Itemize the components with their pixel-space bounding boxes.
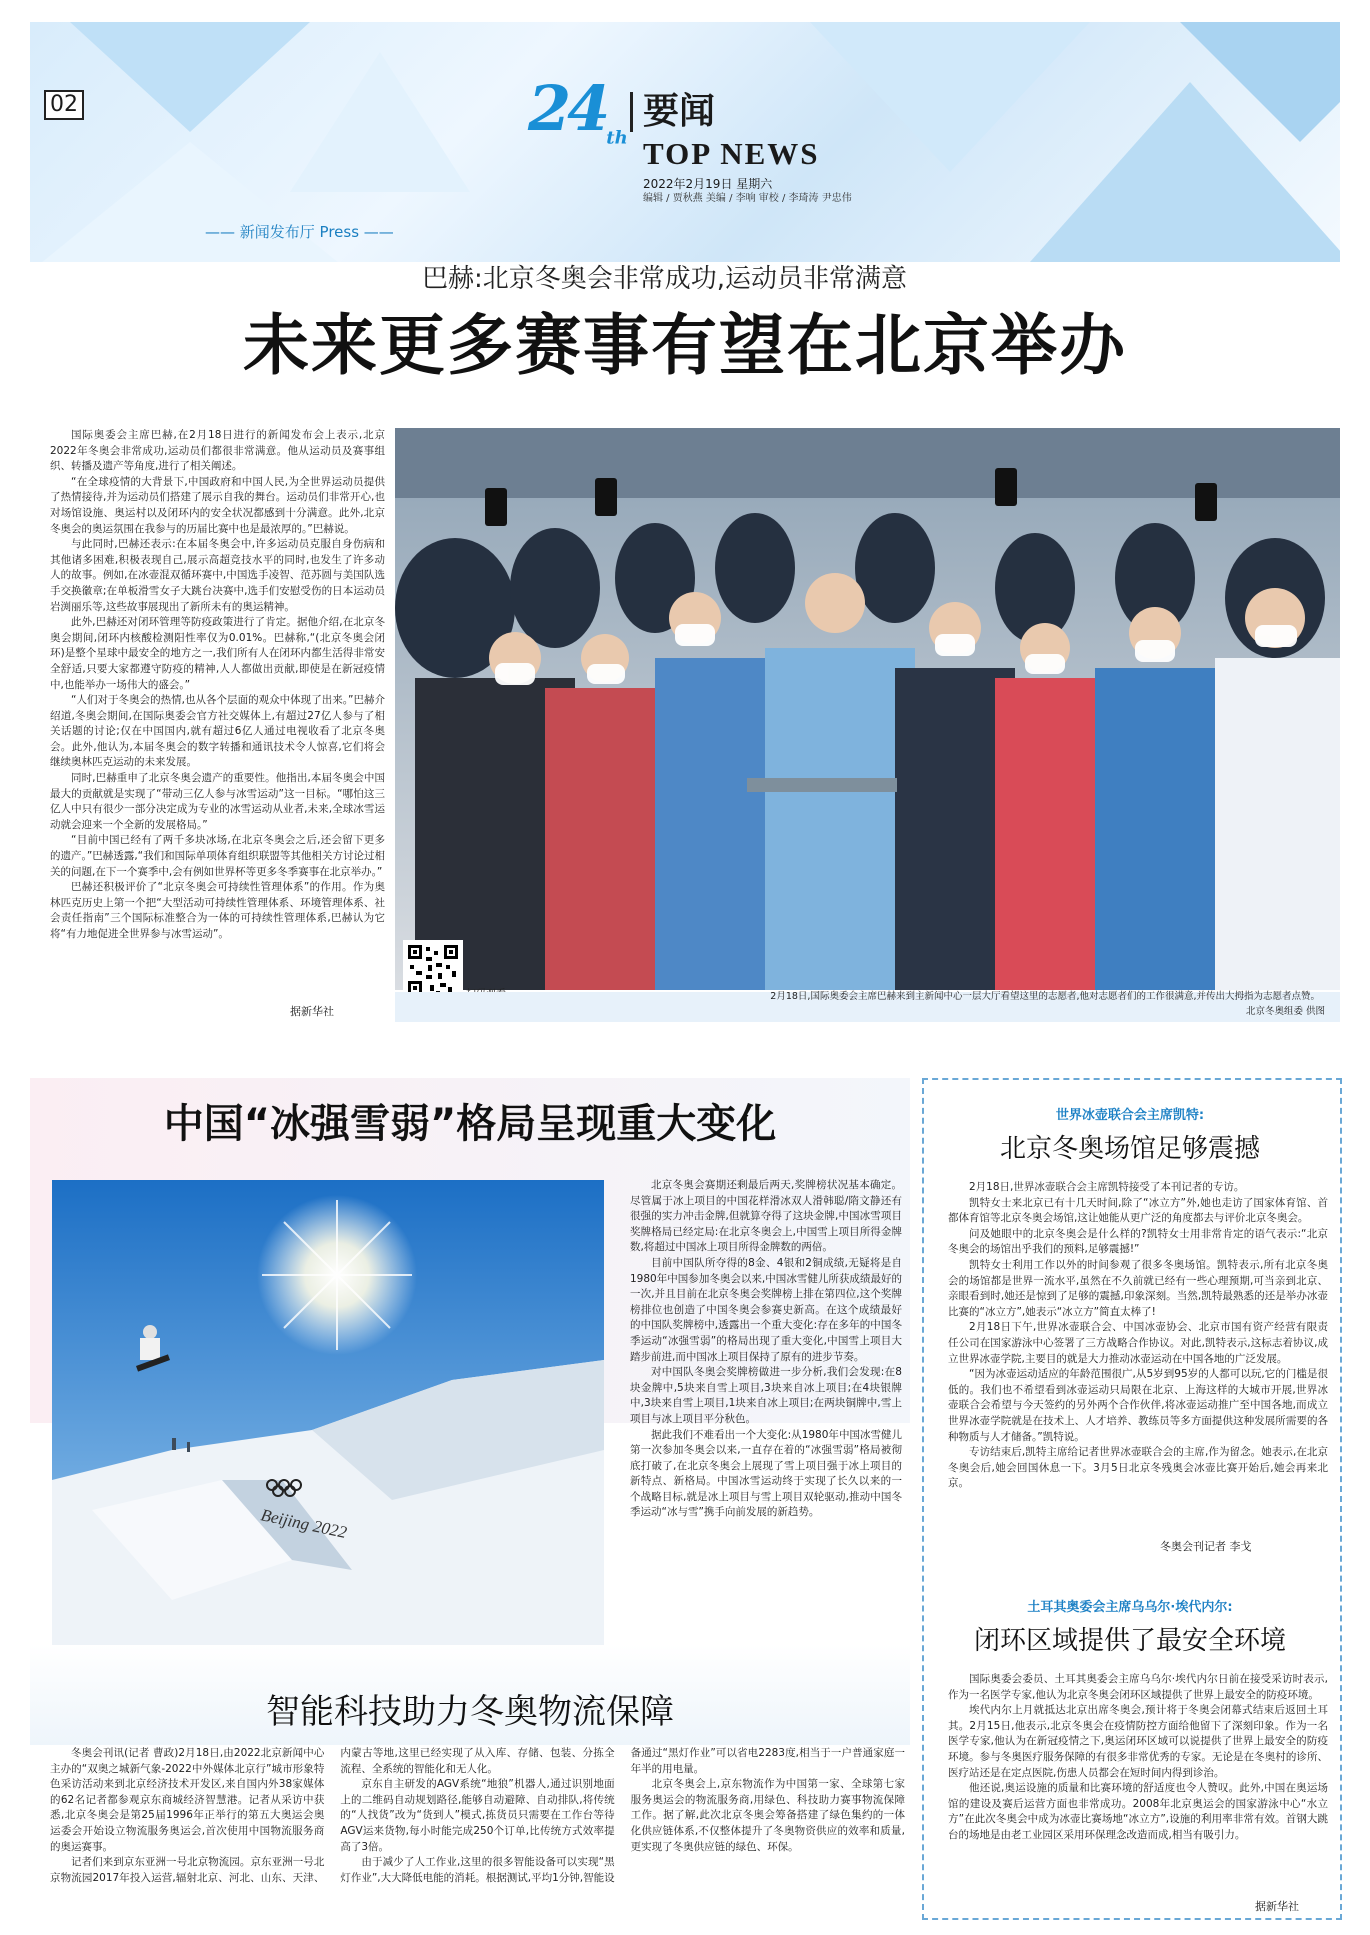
page-number: 02 [44, 90, 84, 120]
ice-snow-headline: 中国“冰强雪弱”格局呈现重大变化 [163, 1101, 777, 1147]
lead-article-body: 国际奥委会主席巴赫,在2月18日进行的新闻发布会上表示,北京2022年冬奥会非常成功,运动员们都很非常满意。他从运动员及赛事组织、转播及遗产等角度,进行了相关阐述。 “在全球疫情的大背景下,中国政府和中国人民,为全世界运动员提供了热情接待,并为运动员们搭建了展示自我的舞台。运动员们非常开心,也对场馆设施、奥运村以及闭环内的安全状况都感到十分满意。此外,北京冬奥会的奥运氛围在我参与的历届比赛中也是最浓厚的。”巴赫说。 与此同时,巴赫还表示:在本届冬奥会中,许多运动员克服自身伤病和其他诸多困难,积极表现自己,展示高超竞技水平的同时,也发生了许多动人的故事。例如,在冰壶混双循环赛中,中国选手凌智、范苏圆与美国队选手交换徽章;在单板滑雪女子大跳台决赛中,选手们安慰受伤的日本运动员岩渕丽乐等,这些故事展现出了新所未有的奥运精神。 此外,巴赫还对闭环管理等防疫政策进行了肯定。据他介绍,在北京冬奥会期间,闭环内核酸检测阳性率仅为0.01%。巴赫称,“(北京冬奥会闭环)是整个星球中最安全的地方之一,我们所有人在闭环内都生活得非常安全舒适,只要大家都遵守防疫的精神,人人都做出贡献,即使是在新冠疫情中,也能举办一场伟大的盛会。” “人们对于冬奥会的热情,也从各个层面的观众中体现了出来。”巴赫介绍道,冬奥会期间,在国际奥委会官方社交媒体上,有超过27亿人参与了相关话题的讨论;仅在中国国内,就有超过6亿人通过电视收看了北京冬奥会。此外,他认为,本届冬奥会的数字转播和通讯技术令人惊喜,它们将会继续奥林匹克运动的未来发展。 同时,巴赫重申了北京冬奥会遗产的重要性。他指出,本届冬奥会中国最大的贡献就是实现了“带动三亿人参与冰雪运动”这一目标。“哪怕这三亿人中只有很少一部分决定成为专业的冰雪运动从业者,未来,全球冰雪运动就会迎来一个全新的发展格局。” “目前中国已经有了两千多块冰场,在北京冬奥会之后,还会留下更多的遗产。”巴赫透露,“我们和国际单项体育组织联盟等其他相关方讨论过相关的问题,在下一个赛季中,会有例如世界杯等更多冬季赛事在北京举办。” 巴赫还积极评价了“北京冬奥会可持续性管理体系”的作用。作为奥林匹克历史上第一个把“大型活动可持续性管理体系、环境管理体系、社会责任指南”三个国际标准整合为一体的可持续性管理体系,巴赫认为它将“有力地促进全世界参与冰雪运动”。 [50, 429, 385, 940]
lead-byline: 据新华社 [290, 1005, 334, 1018]
curling-headline: 北京冬奥场馆足够震撼 [999, 1134, 1260, 1164]
curling-article-body: 2月18日,世界冰壶联合会主席凯特接受了本刊记者的专访。 凯特女士来北京已有十几天时间,除了“冰立方”外,她也走访了国家体育馆、首都体育馆等北京冬奥会场馆,这让她能从更广泛的角度都去与评价北京冬奥会。 问及她眼中的北京冬奥会是什么样的?凯特女士用非常肯定的语气表示:“北京冬奥会的场馆出乎我们的预料,足够震撼!” 凯特女士利用工作以外的时间参观了很多冬奥场馆。凯特表示,所有北京冬奥会的场馆都是世界一流水平,虽然在不久前就已经有一些心理预期,可当亲到北京、亲眼看到时,她还是惊到了足够的震撼,印象深刻。当然,凯特最熟悉的还是举办冰壶比赛的“冰立方”,她表示“冰立方”简直太棒了! 2月18日下午,世界冰壶联合会、中国冰壶协会、北京市国有资产经营有限责任公司在国家游泳中心签署了三方战略合作协议。对此,凯特表示,这标志着协议,成立世界冰壶学院,主要目的就是大力推动冰壶运动在中国各地的广泛发展。 “因为冰壶运动适应的年龄范围很广,从5岁到95岁的人都可以玩,它的门槛是很低的。我们也不希望看到冰壶运动只局限在北京、上海这样的大城市开展,世界冰壶联合会希望与今天签约的另外两个合作伙伴,将冰壶运动推广至中国各地,而成立世界冰壶学院就是在技术上、人才培养、教练员等多方面提供这种发展所需要的各种物质与人才储备。”凯特说。 专访结束后,凯特主席给记者世界冰壶联合会的主席,作为留念。她表示,在北京冬奥会后,她会回国休息一下。3月5日北京冬残奥会冰壶比赛开始后,她会再来北京。 [948, 1181, 1328, 1490]
turkey-kicker: 土耳其奥委会主席乌乌尔·埃代内尔: [1027, 1600, 1233, 1615]
brand-logo: $24_{th}$ [528, 72, 628, 149]
curling-kicker: 世界冰壶联合会主席凯特: [1055, 1108, 1205, 1123]
logistics-headline: 智能科技助力冬奥物流保障 [266, 1692, 674, 1732]
section-title: 要闻 [630, 92, 715, 132]
column-tag: —— 新闻发布厅 Press —— [205, 223, 394, 241]
ice-snow-article-body: 北京冬奥会赛期还剩最后两天,奖牌榜状况基本确定。尽管属于冰上项目的中国花样滑冰双人滑韩聪/隋文静还有很强的实力冲击金牌,但就算夺得了这块金牌,中国冰雪项目奖牌格局已经定局:在北京冬奥会上,中国雪上项目所得金牌数,将超过中国冰上项目所得金牌数的两倍。 目前中国队所夺得的8金、4银和2铜成绩,无疑将是自1980年中国参加冬奥会以来,中国冰雪健儿所获成绩最好的一次,并且目前在北京冬奥会奖牌榜上排在第四位,这个奖牌榜排位也创造了中国冬奥会参赛史新高。在这个成绩最好的中国队奖牌榜中,透露出一个重大变化:存在多年的中国冬季运动“冰强雪弱”的格局出现了重大变化,中国雪上项目大踏步前进,而中国冰上项目保持了原有的进步节奏。 对中国队冬奥会奖牌榜做进一步分析,我们会发现:在8块金牌中,5块来自雪上项目,3块来自冰上项目;在4块银牌中,3块来自雪上项目,1块来自冰上项目;在两块铜牌中,雪上项目与冰上项目平分秋色。 据此我们不难看出一个大变化:从1980年中国冰雪健儿第一次参加冬奥会以来,一直存在着的“冰强雪弱”格局被彻底打破了,在北京冬奥会上展现了雪上项目强于冰上项目的新特点、新格局。中国冰雪运动终于实现了长久以来的一个战略目标,就是冰上项目与雪上项目双轮驱动,推动中国冬季运动“冰与雪”携手向前发展的新趋势。 [630, 1179, 902, 1519]
editor-credits: 编辑 / 贾秋燕 美编 / 李响 审校 / 李琦涛 尹忠伟 [643, 193, 852, 204]
turkey-headline: 闭环区域提供了最安全环境 [973, 1626, 1286, 1656]
section-title-en: TOP NEWS [643, 136, 820, 171]
lead-subheadline: 巴赫:北京冬奥会非常成功,运动员非常满意 [422, 264, 908, 294]
lead-photo-credit: 北京冬奥组委 供图 [1245, 1006, 1325, 1017]
video-qr-code[interactable] [403, 940, 463, 1000]
bach-volunteers-photo [395, 428, 1340, 990]
curling-byline: 冬奥会刊记者 李戈 [1160, 1540, 1252, 1553]
lead-photo-caption: 2月18日,国际奥委会主席巴赫来到主新闻中心一层大厅看望这里的志愿者,他对志愿者们的工作很满意,并传出大拇指为志愿者点赞。 [770, 991, 1320, 1002]
turkey-article-body: 国际奥委会委员、土耳其奥委会主席乌乌尔·埃代内尔日前在接受采访时表示,作为一名医学专家,他认为北京冬奥会闭环区域提供了世界上最安全的防疫环境。 埃代内尔上月就抵达北京出席冬奥会,预计将于冬奥会闭幕式结束后返回土耳其。2月15日,他表示,北京冬奥会在疫情防控方面给他留下了深刻印象。作为一名医学专家,他认为在新冠疫情之下,奥运闭环区域可以说提供了世界上最安全的防疫环境。参与冬奥医疗服务保障的有很多非常优秀的专家。无论是在冬奥村的诊所、医疗站还是在定点医院,伤患人员都会在短时间内得到诊治。 他还说,奥运设施的质量和比赛环境的舒适度也令人赞叹。此外,中国在奥运场馆的建设及赛后运营方面也非常成功。2008年北京奥运会的国家游泳中心“水立方”在此次冬奥会中成为冰壶比赛场地“冰立方”,设施的利用率非常有效。首钢大跳台的场地是由老工业园区采用环保理念改造而成,相当有吸引力。 [948, 1673, 1328, 1841]
slopestyle-photo [52, 1180, 604, 1645]
beijing-2022-ramp-mark: Beijing 2022 [259, 1505, 349, 1543]
logistics-article-body: 冬奥会刊讯(记者 曹政)2月18日,由2022北京新闻中心主办的“双奥之城新气象-2022中外媒体北京行”城市形象特色采访活动来到北京经济技术开发区,来自国内外38家媒体的62名记者都参观京东商城经济智慧港。记者从采访中获悉,北京冬奥会是第25届1996年正举行的第五大奥运会奥运委会开始设立物流服务奥运会,首次使用中国物流服务商的奥运赛事。 记者们来到京东亚洲一号北京物流园。京东亚洲一号北京物流园2017年投入运营,辐射北京、河北、山东、天津、内蒙古等地,这里已经实现了从入库、存储、包装、分拣全流程、全系统的智能化和无人化。 京东自主研发的AGV系统“地狼”机器人,通过识别地面上的二维码自动规划路径,能够自动避障、自动排队,将传统的“人找货”改为“货到人”模式,拣货员只需要在工作台等待AGV运来货物,每小时能完成250个订单,比传统方式效率提高了3倍。 由于减少了人工作业,这里的很多智能设备可以实现“黑灯作业”,大大降低电能的消耗。根据测试,平均1分钟,智能设备通过“黑灯作业”可以省电2283度,相当于一户普通家庭一年半的用电量。 北京冬奥会上,京东物流作为中国第一家、全球第七家服务奥运会的物流服务商,用绿色、科技助力赛事物流保障工作。据了解,此次北京冬奥会筹备搭建了绿色集约的一体化供应链体系,不仅整体提升了冬奥物资供应的效率和质量,更实现了冬奥供应链的绿色、环保。 [50, 1747, 905, 1884]
turkey-byline: 据新华社 [1255, 1900, 1299, 1913]
lead-headline: 未来更多赛事有望在北京举办 [243, 307, 1127, 384]
issue-date: 2022年2月19日 星期六 [643, 177, 773, 191]
